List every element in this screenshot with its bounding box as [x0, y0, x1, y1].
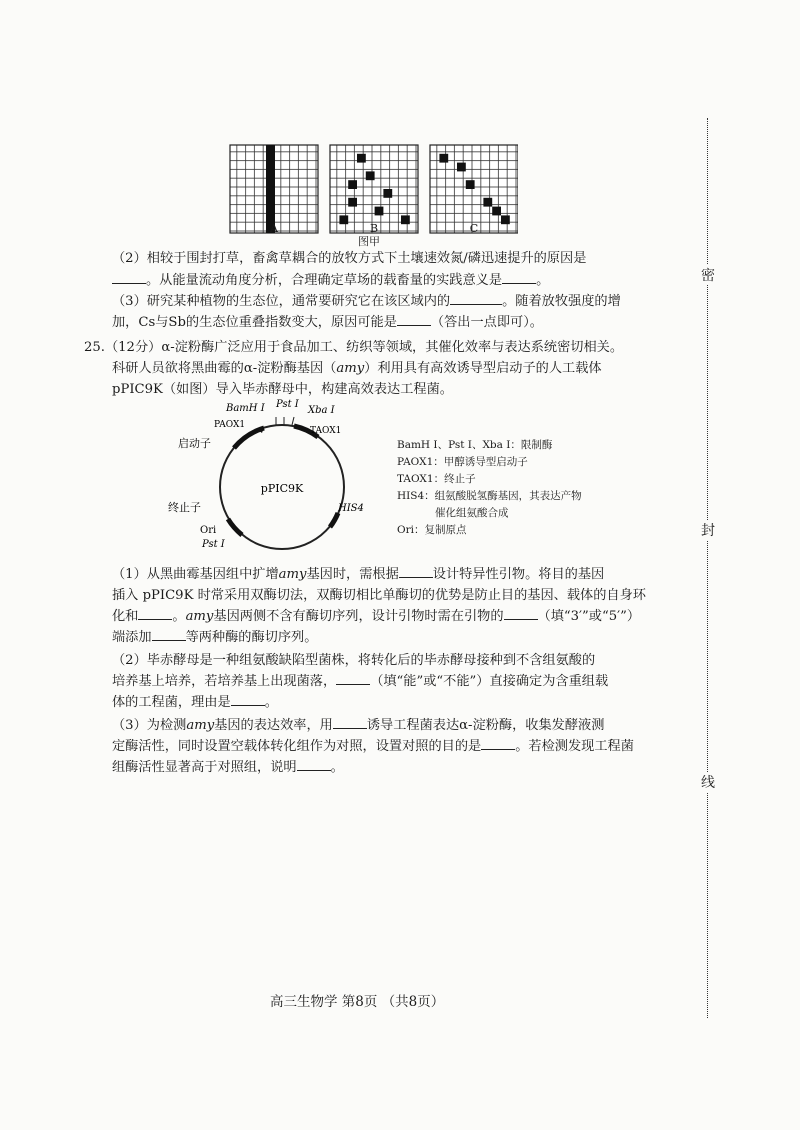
answer-blank[interactable]	[152, 628, 186, 641]
xbai-site	[292, 417, 294, 425]
terminator-label: 终止子	[168, 501, 201, 514]
panel-label-c: C	[469, 222, 479, 235]
answer-blank[interactable]	[231, 693, 265, 706]
answer-blank[interactable]	[481, 737, 515, 750]
q24-part2-line1: （2）相较于围封打草，畜禽草耦合的放牧方式下土壤速效氮/磷迅速提升的原因是	[112, 251, 587, 266]
q25-part1-line2: 插入 pPIC9K 时常采用双酶切法，双酶切相比单酶切的优势是防止目的基因、载体的自身环	[112, 588, 646, 603]
plasmid-legend	[397, 437, 582, 539]
q25-part1-line4: 端添加 等两种酶的酶切序列。	[112, 630, 318, 645]
q25-part3-line1: （3）为检测amy基因的表达效率，用 诱导工程菌表达α-淀粉酶，收集发酵液测	[112, 718, 605, 733]
grid-panel-b	[330, 145, 418, 233]
side-char-mi: 密	[698, 265, 718, 285]
psti-bottom-label: Pst I	[202, 539, 225, 550]
legend-item: Ori：复制原点	[397, 524, 467, 536]
q25-part2-line1: （2）毕赤酵母是一种组氨酸缺陷型菌株，将转化后的毕赤酵母接种到不含组氨酸的	[112, 653, 596, 668]
legend-item: TAOX1：终止子	[397, 473, 476, 485]
answer-blank[interactable]	[450, 292, 502, 305]
answer-blank[interactable]	[297, 758, 331, 771]
legend-item: BamH I、Pst I、Xba I：限制酶	[397, 439, 553, 451]
q25-part2-line3: 体的工程菌，理由是 。	[112, 695, 278, 710]
q25-part3-line3: 组酶活性显著高于对照组，说明 。	[112, 760, 344, 775]
panel-label-a: A	[270, 222, 278, 235]
ori-segment	[228, 519, 242, 535]
legend-item: 催化组氨酸合成	[435, 507, 509, 519]
q25-part1-line1: （1）从黑曲霉基因组中扩增amy基因时，需根据 设计特异性引物。将目的基因	[112, 567, 605, 582]
side-char-xian: 线	[698, 772, 718, 792]
page-footer: 高三生物学 第8页 （共8页）	[270, 994, 445, 1010]
q25-part2-line2: 培养基上培养，若培养基上出现菌落， （填“能”或“不能”）直接确定为含重组载	[112, 674, 609, 689]
q25-intro-line1: 25.（12分）α-淀粉酶广泛应用于食品加工、纺织等领域，其催化效率与表达系统密切相关。	[84, 340, 624, 355]
paox1-label: PAOX1	[214, 420, 246, 430]
q25-part3-line2: 定酶活性，同时设置空载体转化组作为对照，设置对照的目的是 。若检测发现工程菌	[112, 739, 634, 754]
answer-blank[interactable]	[333, 716, 367, 729]
plasmid-map-diagram	[160, 395, 400, 560]
grid-panel-c	[430, 145, 518, 233]
psti-top-label: Pst I	[276, 399, 299, 410]
ori-label: Ori	[200, 525, 217, 536]
figure-title: 图甲	[358, 235, 380, 248]
panel-label-b: B	[369, 222, 379, 235]
q25-intro-line3: pPIC9K（如图）导入毕赤酵母中，构建高效表达工程菌。	[112, 382, 453, 397]
bamhi-label: BamH I	[226, 403, 265, 414]
q24-part2-line2: 。从能量流动角度分析，合理确定草场的载畜量的实践意义是 。	[112, 270, 549, 291]
his4-label: HIS4	[338, 503, 364, 514]
answer-blank[interactable]	[397, 313, 431, 326]
q24-part3-line1: （3）研究某种植物的生态位，通常要研究它在该区域内的 。随着放牧强度的增	[112, 294, 621, 309]
answer-blank[interactable]	[112, 271, 146, 284]
answer-blank[interactable]	[399, 565, 433, 578]
legend-item: PAOX1：甲醇诱导型启动子	[397, 456, 528, 468]
side-char-feng: 封	[698, 520, 718, 540]
q25-part1-line3: 化和 。amy基因两侧不含有酶切序列，设计引物时需在引物的 （填“3′”或“5′”）	[112, 609, 641, 624]
q24-part3-line2: 加，Cs与Sb的生态位重叠指数变大，原因可能是 （答出一点即可）。	[112, 315, 543, 330]
xbai-label: Xba I	[308, 405, 335, 416]
q25-intro-line2: 科研人员欲将黑曲霉的α-淀粉酶基因（amy）利用具有高效诱导型启动子的人工载体	[112, 361, 602, 376]
promoter-label: 启动子	[178, 437, 211, 450]
legend-item: HIS4：组氨酸脱氢酶基因，其表达产物	[397, 490, 582, 502]
plasmid-name: pPIC9K	[260, 482, 304, 495]
taox1-label: TAOX1	[310, 426, 342, 436]
his4-segment	[330, 513, 338, 527]
answer-blank[interactable]	[502, 271, 536, 284]
grid-panel-a	[230, 145, 318, 233]
answer-blank[interactable]	[138, 607, 172, 620]
answer-blank[interactable]	[336, 672, 370, 685]
answer-blank[interactable]	[504, 607, 538, 620]
binding-dotted-line	[707, 118, 708, 1018]
